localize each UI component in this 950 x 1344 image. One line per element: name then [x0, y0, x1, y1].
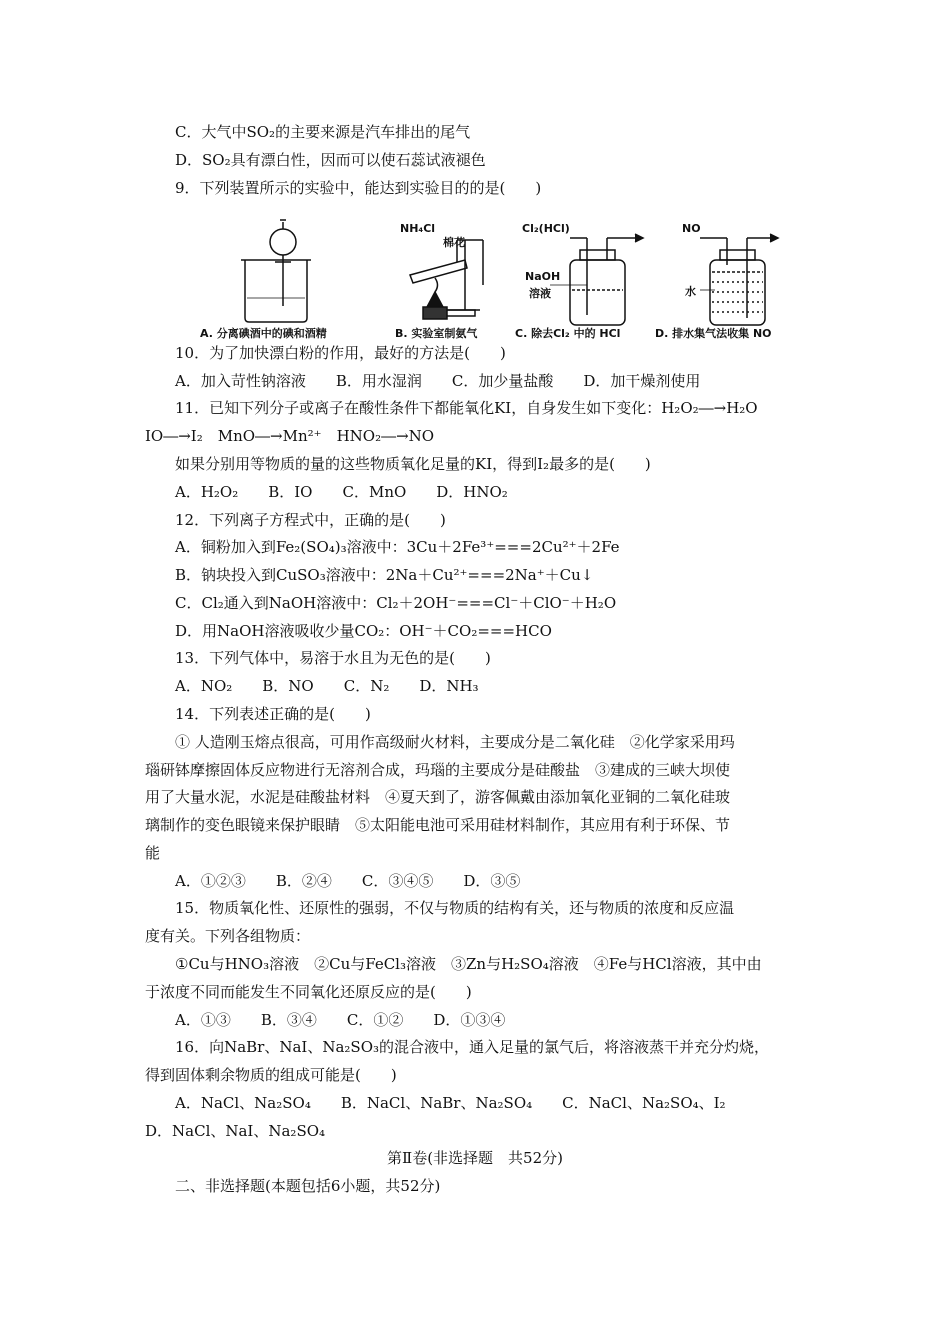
- q14-statement-line2: 瑙研钵摩擦固体反应物进行无溶剂合成，玛瑙的主要成分是硅酸盐 ③建成的三峡大坝使: [145, 761, 731, 779]
- question-14: 14．下列表述正确的是( ): [175, 705, 371, 723]
- label-nh4cl: NH₄Cl: [400, 222, 436, 235]
- label-cotton: 棉花: [443, 236, 465, 249]
- q14-statement-line5: 能: [145, 844, 161, 862]
- options-q13: A．NO₂ B．NO C．N₂ D．NH₃: [175, 677, 479, 695]
- option-b-q12: B．钠块投入到CuSO₃溶液中：2Na＋Cu²⁺===2Na⁺＋Cu↓: [175, 566, 594, 584]
- option-d-q8: D．SO₂具有漂白性，因而可以使石蕊试液褪色: [175, 151, 486, 169]
- label-cl2-hcl: Cl₂(HCl): [522, 222, 570, 235]
- caption-b: B. 实验室制氨气: [395, 327, 478, 340]
- caption-a: A. 分离碘酒中的碘和酒精: [200, 327, 327, 340]
- apparatus-a: [241, 220, 311, 322]
- apparatus-b: [410, 240, 483, 319]
- apparatus-c: [550, 234, 643, 325]
- options-q15: A．①③ B．③④ C．①② D．①③④: [175, 1011, 506, 1029]
- q14-statement-line3: 用了大量水泥，水泥是硅酸盐材料 ④夏天到了，游客佩戴由添加氧化亚铜的二氧化硅玻: [145, 788, 731, 806]
- question-13: 13．下列气体中，易溶于水且为无色的是( ): [175, 649, 491, 667]
- question-12: 12．下列离子方程式中，正确的是( ): [175, 511, 446, 529]
- question-11: 11．已知下列分子或离子在酸性条件下都能氧化KI，自身发生如下变化：H₂O₂―→H₂O: [175, 399, 758, 417]
- option-c-q12: C．Cl₂通入到NaOH溶液中：Cl₂＋2OH⁻===Cl⁻＋ClO⁻＋H₂O: [175, 594, 617, 612]
- options-q16: A．NaCl、Na₂SO₄ B．NaCl、NaBr、Na₂SO₄ C．NaCl、Na₂SO₄、I₂: [175, 1094, 726, 1112]
- q15-groups: ①Cu与HNO₃溶液 ②Cu与FeCl₃溶液 ③Zn与H₂SO₄溶液 ④Fe与HCl溶液，其中由: [175, 955, 762, 973]
- option-d-q12: D．用NaOH溶液吸收少量CO₂：OH⁻＋CO₂===HCO: [175, 622, 552, 640]
- question-15-cont: 度有关。下列各组物质：: [145, 927, 311, 945]
- option-c-q8: C．大气中SO₂的主要来源是汽车排出的尾气: [175, 123, 471, 141]
- option-a-q12: A．铜粉加入到Fe₂(SO₄)₃溶液中：3Cu＋2Fe³⁺===2Cu²⁺＋2Fe: [175, 538, 620, 556]
- label-no: NO: [682, 222, 701, 235]
- label-water: 水: [685, 285, 696, 298]
- question-15: 15．物质氧化性、还原性的强弱，不仅与物质的结构有关，还与物质的浓度和反应温: [175, 899, 735, 917]
- q15-ask: 于浓度不同而能发生不同氧化还原反应的是( ): [145, 983, 472, 1001]
- label-naoh: NaOH: [525, 270, 561, 283]
- options-q14: A．①②③ B．②④ C．③④⑤ D．③⑤: [175, 872, 521, 890]
- question-16-cont: 得到固体剩余物质的组成可能是( ): [145, 1066, 397, 1084]
- q14-statement-line4: 璃制作的变色眼镜来保护眼睛 ⑤太阳能电池可采用硅材料制作，其应用有利于环保、节: [145, 816, 731, 834]
- apparatus-figure: [195, 210, 805, 345]
- question-16: 16．向NaBr、NaI、Na₂SO₃的混合液中，通入足量的氯气后，将溶液蒸干并充分灼烧，: [175, 1038, 770, 1056]
- question-11-ask: 如果分别用等物质的量的这些物质氧化足量的KI，得到I₂最多的是( ): [175, 455, 651, 473]
- caption-d: D. 排水集气法收集 NO: [655, 327, 772, 340]
- q14-statement-line1: ① 人造刚玉熔点很高，可用作高级耐火材料，主要成分是二氧化硅 ②化学家采用玛: [175, 733, 735, 751]
- label-solution: 溶液: [529, 287, 551, 300]
- apparatus-d: [700, 234, 778, 325]
- option-d-q16: D．NaCl、NaI、Na₂SO₄: [145, 1122, 326, 1140]
- question-11-cont: IO―→I₂ MnO―→Mn²⁺ HNO₂―→NO: [145, 427, 435, 445]
- section-title: 第Ⅱ卷(非选择题 共52分): [387, 1149, 563, 1167]
- caption-c: C. 除去Cl₂ 中的 HCl: [515, 327, 621, 340]
- options-q11: A．H₂O₂ B．IO C．MnO D．HNO₂: [175, 483, 508, 501]
- question-10: 10．为了加快漂白粉的作用，最好的方法是( ): [175, 344, 506, 362]
- options-q10: A．加入苛性钠溶液 B．用水湿润 C．加少量盐酸 D．加干燥剂使用: [175, 372, 701, 390]
- question-9: 9．下列装置所示的实验中，能达到实验目的的是( ): [175, 179, 542, 197]
- section-heading: 二、非选择题(本题包括6小题，共52分): [175, 1177, 441, 1195]
